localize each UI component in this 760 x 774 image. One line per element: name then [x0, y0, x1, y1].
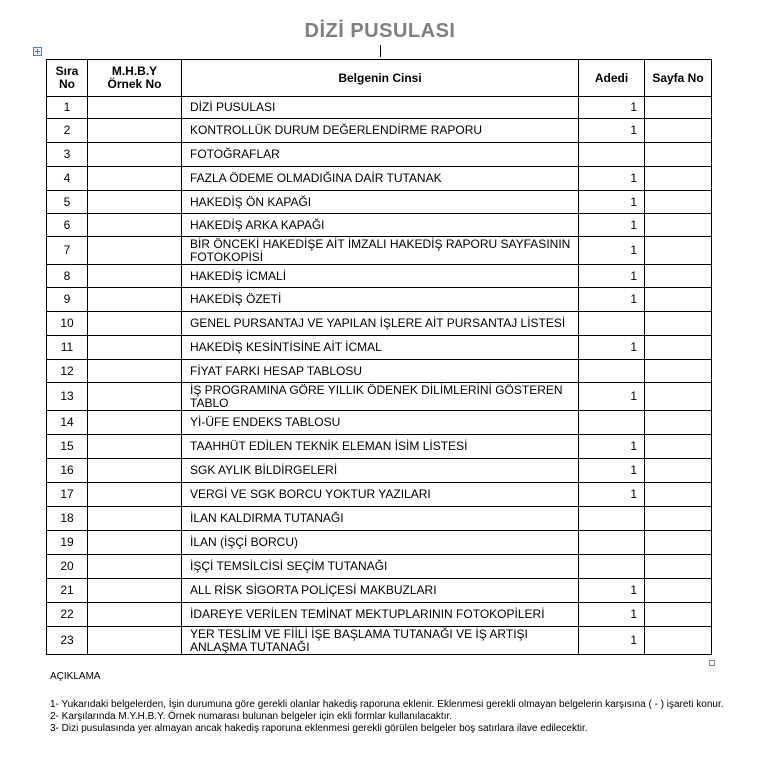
row-sayfa-no[interactable]	[645, 483, 712, 507]
row-belgenin-cinsi[interactable]: HAKEDİŞ ÖN KAPAĞI	[182, 191, 579, 214]
row-ornek-no[interactable]	[88, 627, 182, 655]
row-belgenin-cinsi[interactable]: DİZİ PUSULASI	[182, 97, 579, 119]
row-ornek-no[interactable]	[88, 265, 182, 288]
row-sayfa-no[interactable]	[645, 411, 712, 435]
table-row	[47, 383, 712, 411]
row-adedi[interactable]	[579, 555, 645, 579]
row-belgenin-cinsi[interactable]: HAKEDİŞ ÖZETİ	[182, 288, 579, 312]
row-sayfa-no[interactable]	[645, 603, 712, 627]
row-adedi[interactable]: 1	[579, 214, 645, 237]
row-sira-no[interactable]: 1	[47, 97, 88, 119]
row-ornek-no[interactable]	[88, 603, 182, 627]
row-adedi[interactable]: 1	[579, 265, 645, 288]
row-sayfa-no[interactable]	[645, 97, 712, 119]
row-belgenin-cinsi[interactable]: YER TESLİM VE FİİLİ İŞE BAŞLAMA TUTANAĞI VE İŞ ARTIŞI ANLAŞMA TUTANAĞI	[182, 627, 579, 655]
row-sira-no[interactable]: 21	[47, 579, 88, 603]
table-row	[47, 119, 712, 143]
row-belgenin-cinsi[interactable]: VERGİ VE SGK BORCU YOKTUR YAZILARI	[182, 483, 579, 507]
table-row	[47, 507, 712, 531]
row-sira-no[interactable]: 2	[47, 119, 88, 143]
row-sira-no[interactable]: 9	[47, 288, 88, 312]
row-sayfa-no[interactable]	[645, 531, 712, 555]
row-belgenin-cinsi[interactable]: FAZLA ÖDEME OLMADIĞINA DAİR TUTANAK	[182, 167, 579, 191]
row-ornek-no[interactable]	[88, 288, 182, 312]
table-header-row	[47, 60, 712, 97]
row-sayfa-no[interactable]	[645, 143, 712, 167]
row-sira-no[interactable]: 23	[47, 627, 88, 655]
row-ornek-no[interactable]	[88, 97, 182, 119]
table-row	[47, 288, 712, 312]
row-adedi[interactable]: 1	[579, 288, 645, 312]
header-sira-no-text: Sıra No	[55, 64, 79, 91]
row-sira-no[interactable]: 10	[47, 312, 88, 336]
row-ornek-no[interactable]	[88, 411, 182, 435]
row-adedi[interactable]: 1	[579, 435, 645, 459]
row-belgenin-cinsi[interactable]: TAAHHÜT EDİLEN TEKNİK ELEMAN İSİM LİSTESİ	[182, 435, 579, 459]
row-ornek-no[interactable]	[88, 531, 182, 555]
row-sira-no[interactable]: 15	[47, 435, 88, 459]
notes-section	[50, 671, 730, 735]
header-adedi: Adedi	[579, 60, 645, 97]
header-ornek-no-text: M.H.B.Y Örnek No	[107, 64, 162, 91]
row-ornek-no[interactable]	[88, 191, 182, 214]
row-sira-no[interactable]: 11	[47, 336, 88, 360]
table-move-handle-icon[interactable]	[33, 47, 42, 56]
table-row	[47, 214, 712, 237]
row-adedi[interactable]	[579, 507, 645, 531]
row-sayfa-no[interactable]	[645, 435, 712, 459]
row-adedi[interactable]: 1	[579, 167, 645, 191]
row-belgenin-cinsi[interactable]: HAKEDİŞ ARKA KAPAĞI	[182, 214, 579, 237]
notes-label: AÇIKLAMA	[50, 671, 101, 682]
row-sayfa-no[interactable]	[645, 167, 712, 191]
row-ornek-no[interactable]	[88, 143, 182, 167]
table-row	[47, 555, 712, 579]
row-ornek-no[interactable]	[88, 507, 182, 531]
row-adedi[interactable]: 1	[579, 459, 645, 483]
row-ornek-no[interactable]	[88, 237, 182, 265]
header-sira-no	[47, 60, 88, 97]
row-adedi[interactable]: 1	[579, 383, 645, 411]
row-sayfa-no[interactable]	[645, 627, 712, 655]
row-ornek-no[interactable]	[88, 459, 182, 483]
row-sira-no[interactable]: 3	[47, 143, 88, 167]
row-belgenin-cinsi[interactable]: İŞ PROGRAMINA GÖRE YILLIK ÖDENEK DİLİMLERİNİ GÖSTEREN TABLO	[182, 383, 579, 411]
row-sayfa-no[interactable]	[645, 237, 712, 265]
row-sira-no[interactable]: 17	[47, 483, 88, 507]
row-sayfa-no[interactable]	[645, 191, 712, 214]
row-sira-no[interactable]: 8	[47, 265, 88, 288]
row-adedi[interactable]	[579, 312, 645, 336]
header-belgenin-cinsi: Belgenin Cinsi	[182, 60, 579, 97]
table-row	[47, 191, 712, 214]
table-row	[47, 237, 712, 265]
row-sira-no[interactable]: 6	[47, 214, 88, 237]
note-item-2: 2- Karşılarında M.Y.H.B.Y. Örnek numarası bulunan belgeler için ekli formlar kullanılacaktır.	[50, 711, 453, 722]
row-adedi[interactable]	[579, 411, 645, 435]
table-row	[47, 336, 712, 360]
row-adedi[interactable]: 1	[579, 97, 645, 119]
table-row	[47, 143, 712, 167]
row-belgenin-cinsi[interactable]: FOTOĞRAFLAR	[182, 143, 579, 167]
row-sira-no[interactable]: 7	[47, 237, 88, 265]
row-sira-no[interactable]: 12	[47, 360, 88, 383]
row-adedi[interactable]: 1	[579, 603, 645, 627]
row-ornek-no[interactable]	[88, 119, 182, 143]
table-resize-handle[interactable]	[709, 660, 715, 666]
row-sayfa-no[interactable]	[645, 214, 712, 237]
row-ornek-no[interactable]	[88, 555, 182, 579]
row-belgenin-cinsi[interactable]: SGK AYLIK BİLDİRGELERİ	[182, 459, 579, 483]
table-row	[47, 603, 712, 627]
row-ornek-no[interactable]	[88, 483, 182, 507]
table-body	[47, 97, 712, 655]
row-adedi[interactable]	[579, 360, 645, 383]
table-row	[47, 411, 712, 435]
table-row	[47, 531, 712, 555]
table-row	[47, 435, 712, 459]
header-sayfa-no: Sayfa No	[645, 60, 712, 97]
table-row	[47, 167, 712, 191]
row-sayfa-no[interactable]	[645, 555, 712, 579]
row-adedi[interactable]: 1	[579, 237, 645, 265]
row-belgenin-cinsi[interactable]: GENEL PURSANTAJ VE YAPILAN İŞLERE AİT PURSANTAJ LİSTESİ	[182, 312, 579, 336]
table-row	[47, 459, 712, 483]
row-belgenin-cinsi[interactable]: Yİ-ÜFE ENDEKS TABLOSU	[182, 411, 579, 435]
row-sayfa-no[interactable]	[645, 119, 712, 143]
row-adedi[interactable]: 1	[579, 119, 645, 143]
row-belgenin-cinsi[interactable]: HAKEDİŞ KESİNTİSİNE AİT İCMAL	[182, 336, 579, 360]
row-sira-no[interactable]: 4	[47, 167, 88, 191]
row-adedi[interactable]: 1	[579, 191, 645, 214]
table-row	[47, 360, 712, 383]
row-adedi[interactable]: 1	[579, 483, 645, 507]
row-ornek-no[interactable]	[88, 435, 182, 459]
row-sira-no[interactable]: 20	[47, 555, 88, 579]
row-belgenin-cinsi[interactable]: BİR ÖNCEKİ HAKEDİŞE AİT İMZALI HAKEDİŞ RAPORU SAYFASININ FOTOKOPİSİ	[182, 237, 579, 265]
row-sayfa-no[interactable]	[645, 507, 712, 531]
row-ornek-no[interactable]	[88, 360, 182, 383]
row-sira-no[interactable]: 22	[47, 603, 88, 627]
row-sayfa-no[interactable]	[645, 459, 712, 483]
row-adedi[interactable]	[579, 143, 645, 167]
table-row	[47, 627, 712, 655]
row-sira-no[interactable]: 14	[47, 411, 88, 435]
row-belgenin-cinsi[interactable]: İDAREYE VERİLEN TEMİNAT MEKTUPLARININ FOTOKOPİLERİ	[182, 603, 579, 627]
row-sira-no[interactable]: 19	[47, 531, 88, 555]
header-ornek-no	[88, 60, 182, 97]
row-ornek-no[interactable]	[88, 312, 182, 336]
row-sayfa-no[interactable]	[645, 579, 712, 603]
row-adedi[interactable]: 1	[579, 336, 645, 360]
row-sira-no[interactable]: 16	[47, 459, 88, 483]
table-row	[47, 312, 712, 336]
row-belgenin-cinsi[interactable]: HAKEDİŞ İCMALİ	[182, 265, 579, 288]
row-sira-no[interactable]: 5	[47, 191, 88, 214]
row-sayfa-no[interactable]	[645, 288, 712, 312]
dizi-table	[46, 59, 712, 655]
table-row	[47, 483, 712, 507]
row-belgenin-cinsi[interactable]: ALL RİSK SİGORTA POLİÇESİ MAKBUZLARI	[182, 579, 579, 603]
table-row	[47, 265, 712, 288]
text-cursor	[380, 45, 381, 57]
row-ornek-no[interactable]	[88, 336, 182, 360]
row-adedi[interactable]: 1	[579, 579, 645, 603]
row-sayfa-no[interactable]	[645, 265, 712, 288]
row-sayfa-no[interactable]	[645, 336, 712, 360]
row-sayfa-no[interactable]	[645, 383, 712, 411]
document-title: DİZİ PUSULASI	[304, 20, 456, 42]
row-adedi[interactable]: 1	[579, 627, 645, 655]
row-ornek-no[interactable]	[88, 383, 182, 411]
row-adedi[interactable]	[579, 531, 645, 555]
note-item-1: 1- Yukarıdaki belgelerden, İşin durumuna göre gerekli olanlar hakediş raporuna eklenir. Eklenmesi gerekli olmayan belgelerin karşısına ( - ) işareti konur.	[50, 699, 724, 710]
row-belgenin-cinsi[interactable]: İLAN KALDIRMA TUTANAĞI	[182, 507, 579, 531]
row-sayfa-no[interactable]	[645, 312, 712, 336]
row-sira-no[interactable]: 18	[47, 507, 88, 531]
row-sira-no[interactable]: 13	[47, 383, 88, 411]
row-belgenin-cinsi[interactable]: KONTROLLÜK DURUM DEĞERLENDİRME RAPORU	[182, 119, 579, 143]
note-item-3: 3- Dizi pusulasında yer almayan ancak hakediş raporuna eklenmesi gerekli görülen belgeler boş satırlara ilave edilecektir.	[50, 723, 588, 734]
row-ornek-no[interactable]	[88, 579, 182, 603]
table-row	[47, 97, 712, 119]
row-ornek-no[interactable]	[88, 214, 182, 237]
row-belgenin-cinsi[interactable]: İŞÇİ TEMSİLCİSİ SEÇİM TUTANAĞI	[182, 555, 579, 579]
row-belgenin-cinsi[interactable]: İLAN (İŞÇİ BORCU)	[182, 531, 579, 555]
row-belgenin-cinsi[interactable]: FİYAT FARKI HESAP TABLOSU	[182, 360, 579, 383]
row-ornek-no[interactable]	[88, 167, 182, 191]
table-row	[47, 579, 712, 603]
row-sayfa-no[interactable]	[645, 360, 712, 383]
